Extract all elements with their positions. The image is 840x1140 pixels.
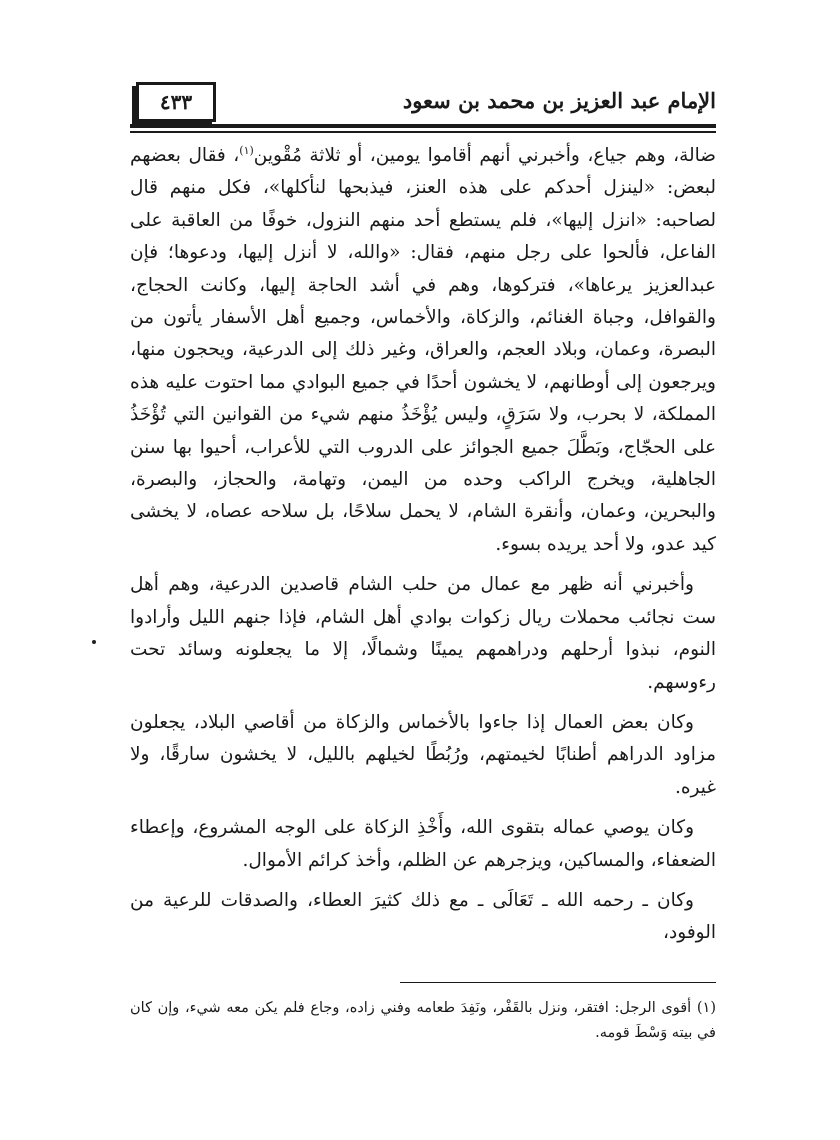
footnote-reference[interactable]: (١) bbox=[239, 143, 254, 157]
page-header bbox=[130, 78, 716, 122]
margin-dot bbox=[92, 640, 96, 644]
running-title: الإمام عبد العزيز بن محمد بن سعود bbox=[402, 88, 716, 113]
paragraph-1-rest: ، فقال بعضهم لبعض: «لينزل أحدكم على هذه العنز، فيذبحها لنأكلها»، فكل منهم قال لصاحبه: «انزل إليها»، فلم يستطع أحد منهم النزول، خوفًا من العاقبة على الفاعل، فألحوا على رجل منهم، فقال: «والله، لا أنزل إليها، ودعوها؛ فإن عبدالعزيز يرعاها»، فتركوها، وهم في أشد الحاجة إليها، وكانت الحجاج، والقوافل، وجباة الغنائم، والزكاة، والأخماس، وجميع أهل الأسفار يأتون من البصرة، وعمان، وبلاد العجم، والعراق، وغير ذلك إلى الدرعية، ويحجون منها، ويرجعون إلى أوطانهم، لا يخشون أحدًا في جميع البوادي مما احتوت عليه هذه المملكة، لا بحرب، ولا سَرَقٍ، وليس يُؤْخَذُ منهم شيء من القوانين التي تُؤْخَذُ على الحجّاج، وبَطَّلَ جميع الجوائز على الدروب التي للأعراب، أحيوا بها سنن الجاهلية، ويخرج الراكب وحده من اليمن، وتهامة، والحجاز، والبصرة، والبحرين، وعمان، وأنقرة الشام، لا يحمل سلاحًا، بل سلاحه عصاه، لا يخشى كيد عدو، ولا أحد يريده بسوء. bbox=[130, 145, 716, 555]
paragraph-1 bbox=[130, 140, 716, 561]
paragraph-3: وكان بعض العمال إذا جاءوا بالأخماس والزكاة من أقاصي البلاد، يجعلون مزاود الدراهم أطنابًا لخيمتهم، ورُبُطًا لخيلهم بالليل، لا يخشون سارقًا، ولا غيره. bbox=[130, 711, 716, 798]
footnote-separator bbox=[400, 982, 716, 983]
paragraph-4: وكان يوصي عماله بتقوى الله، وأَخْذِ الزكاة على الوجه المشروع، وإعطاء الضعفاء، والمساكين، ويزجرهم عن الظلم، وأخذ كرائم الأموال. bbox=[130, 817, 716, 871]
paragraph-1-start: ضالة، وهم جياع، وأخبرني أنهم أقاموا يومين، أو ثلاثة مُقْوين bbox=[253, 145, 717, 166]
paragraph-5: وكان ـ رحمه الله ـ تَعَالَى ـ مع ذلك كثيرَ العطاء، والصدقات للرعية من الوفود، bbox=[130, 889, 716, 944]
body-text bbox=[130, 140, 716, 958]
footnote: (١) أقوى الرجل: افتقر، ونزل بالقَفْر، ونَفِدَ طعامه وفني زاده، وجاع فلم يكن معه شيء، وإن كان في بيته وَسْطَ قومه. bbox=[130, 1000, 716, 1041]
header-rule-thick bbox=[130, 124, 716, 128]
header-rule-thin bbox=[130, 131, 716, 133]
paragraph-2: وأخبرني أنه ظهر مع عمال من حلب الشام قاصدين الدرعية، وهم أهل ست نجائب محملات ريال زكوات بوادي أهل الشام، فإذا جنهم الليل وأرادوا النوم، نبذوا أرحلهم ودراهمهم يمينًا وشمالًا، إلا ما يجعلونه وسائد تحت رءوسهم. bbox=[130, 574, 716, 693]
page-number: ٤٣٣ bbox=[136, 82, 216, 122]
